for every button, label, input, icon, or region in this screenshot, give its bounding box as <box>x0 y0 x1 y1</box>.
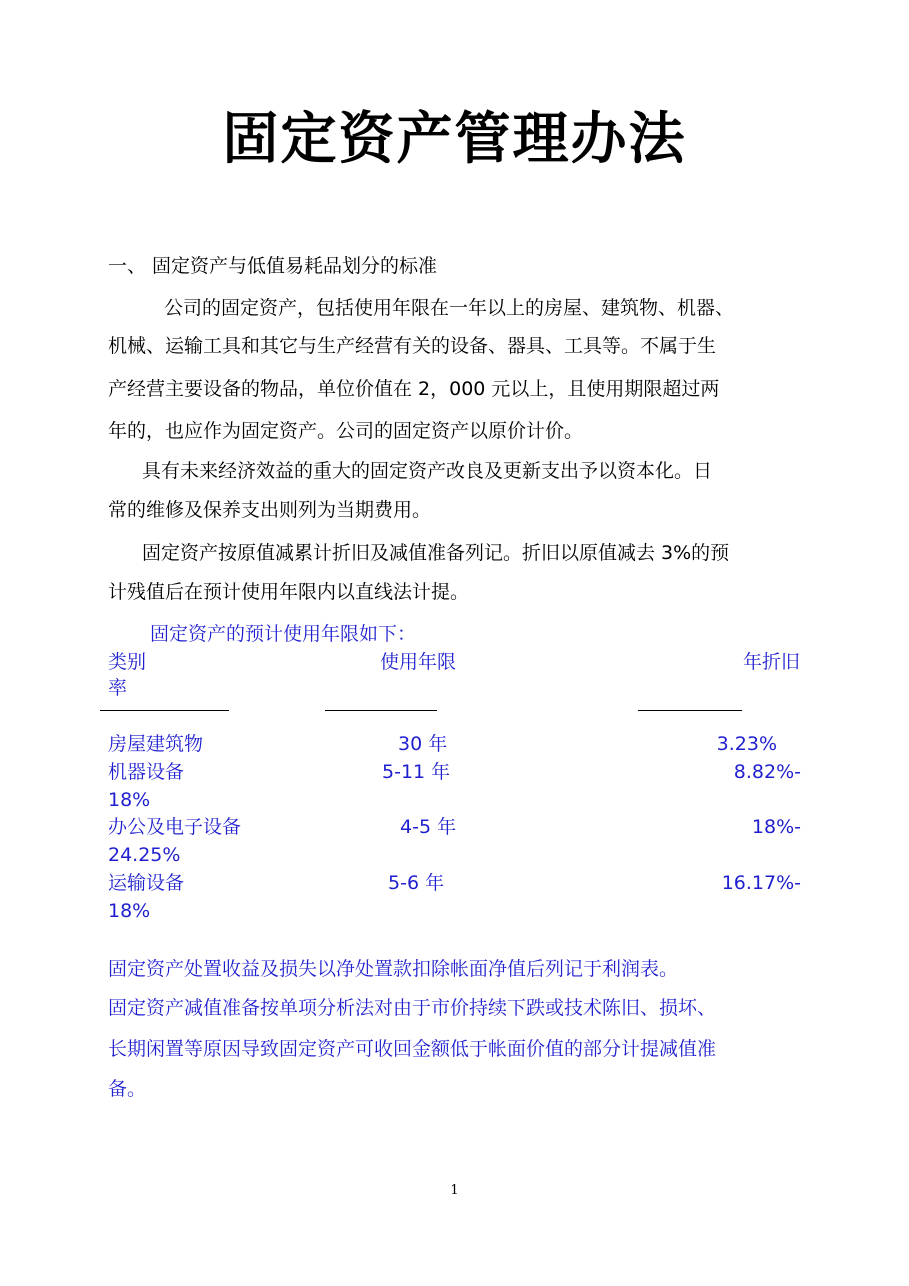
row-category: 办公及电子设备 <box>108 816 242 838</box>
para5-line2: 长期闲置等原因导致固定资产可收回金额低于帐面价值的部分计提减值准 <box>108 1038 717 1060</box>
row-rate: 16.17%- <box>721 872 801 894</box>
header-rule-rate <box>638 710 742 711</box>
row-category: 运输设备 <box>108 872 185 894</box>
para1-line4: 年的，也应作为固定资产。公司的固定资产以原价计价。 <box>108 420 584 442</box>
para5-line1: 固定资产减值准备按单项分析法对由于市价持续下跌或技术陈旧、损坏、 <box>108 997 717 1019</box>
row-rate-wrap: 18% <box>108 900 151 922</box>
row-category: 房屋建筑物 <box>108 733 204 755</box>
table-header-rate: 年折旧 <box>742 651 800 673</box>
para1-line1: 公司的固定资产，包括使用年限在一年以上的房屋、建筑物、机器、 <box>164 297 735 319</box>
row-rate: 18%- <box>751 816 801 838</box>
table-intro: 固定资产的预计使用年限如下： <box>150 623 417 645</box>
para2-line1: 具有未来经济效益的重大的固定资产改良及更新支出予以资本化。日 <box>142 460 713 482</box>
row-rate-wrap: 18% <box>108 789 151 811</box>
para1-line3: 产经营主要设备的物品，单位价值在 2，000 元以上，且使用期限超过两 <box>108 378 720 400</box>
para3-line2: 计残值后在预计使用年限内以直线法计提。 <box>108 581 470 603</box>
row-years: 30 年 <box>398 733 448 755</box>
row-rate-wrap: 24.25% <box>108 844 181 866</box>
row-rate: 8.82%- <box>733 761 801 783</box>
page-number: 1 <box>450 1183 459 1198</box>
header-rule-years <box>325 710 437 711</box>
row-years: 4-5 年 <box>400 816 457 838</box>
row-years: 5-6 年 <box>388 872 445 894</box>
section-heading: 一、 固定资产与低值易耗品划分的标准 <box>108 255 438 277</box>
para2-line2: 常的维修及保养支出则列为当期费用。 <box>108 499 432 521</box>
para3-line1: 固定资产按原值减累计折旧及减值准备列记。折旧以原值减去 3%的预 <box>142 542 730 564</box>
row-years: 5-11 年 <box>382 761 451 783</box>
document-title: 固定资产管理办法 <box>222 107 687 172</box>
para5-line3: 备。 <box>108 1078 147 1100</box>
table-header-years: 使用年限 <box>380 651 457 673</box>
row-category: 机器设备 <box>108 761 185 783</box>
table-header-category: 类别 <box>108 651 147 673</box>
table-header-rate-wrap: 率 <box>108 677 128 699</box>
header-rule-category <box>100 710 229 711</box>
para1-line2: 机械、运输工具和其它与生产经营有关的设备、器具、工具等。不属于生 <box>108 335 717 357</box>
row-rate: 3.23% <box>716 733 777 755</box>
para4: 固定资产处置收益及损失以净处置款扣除帐面净值后列记于利润表。 <box>108 958 679 980</box>
